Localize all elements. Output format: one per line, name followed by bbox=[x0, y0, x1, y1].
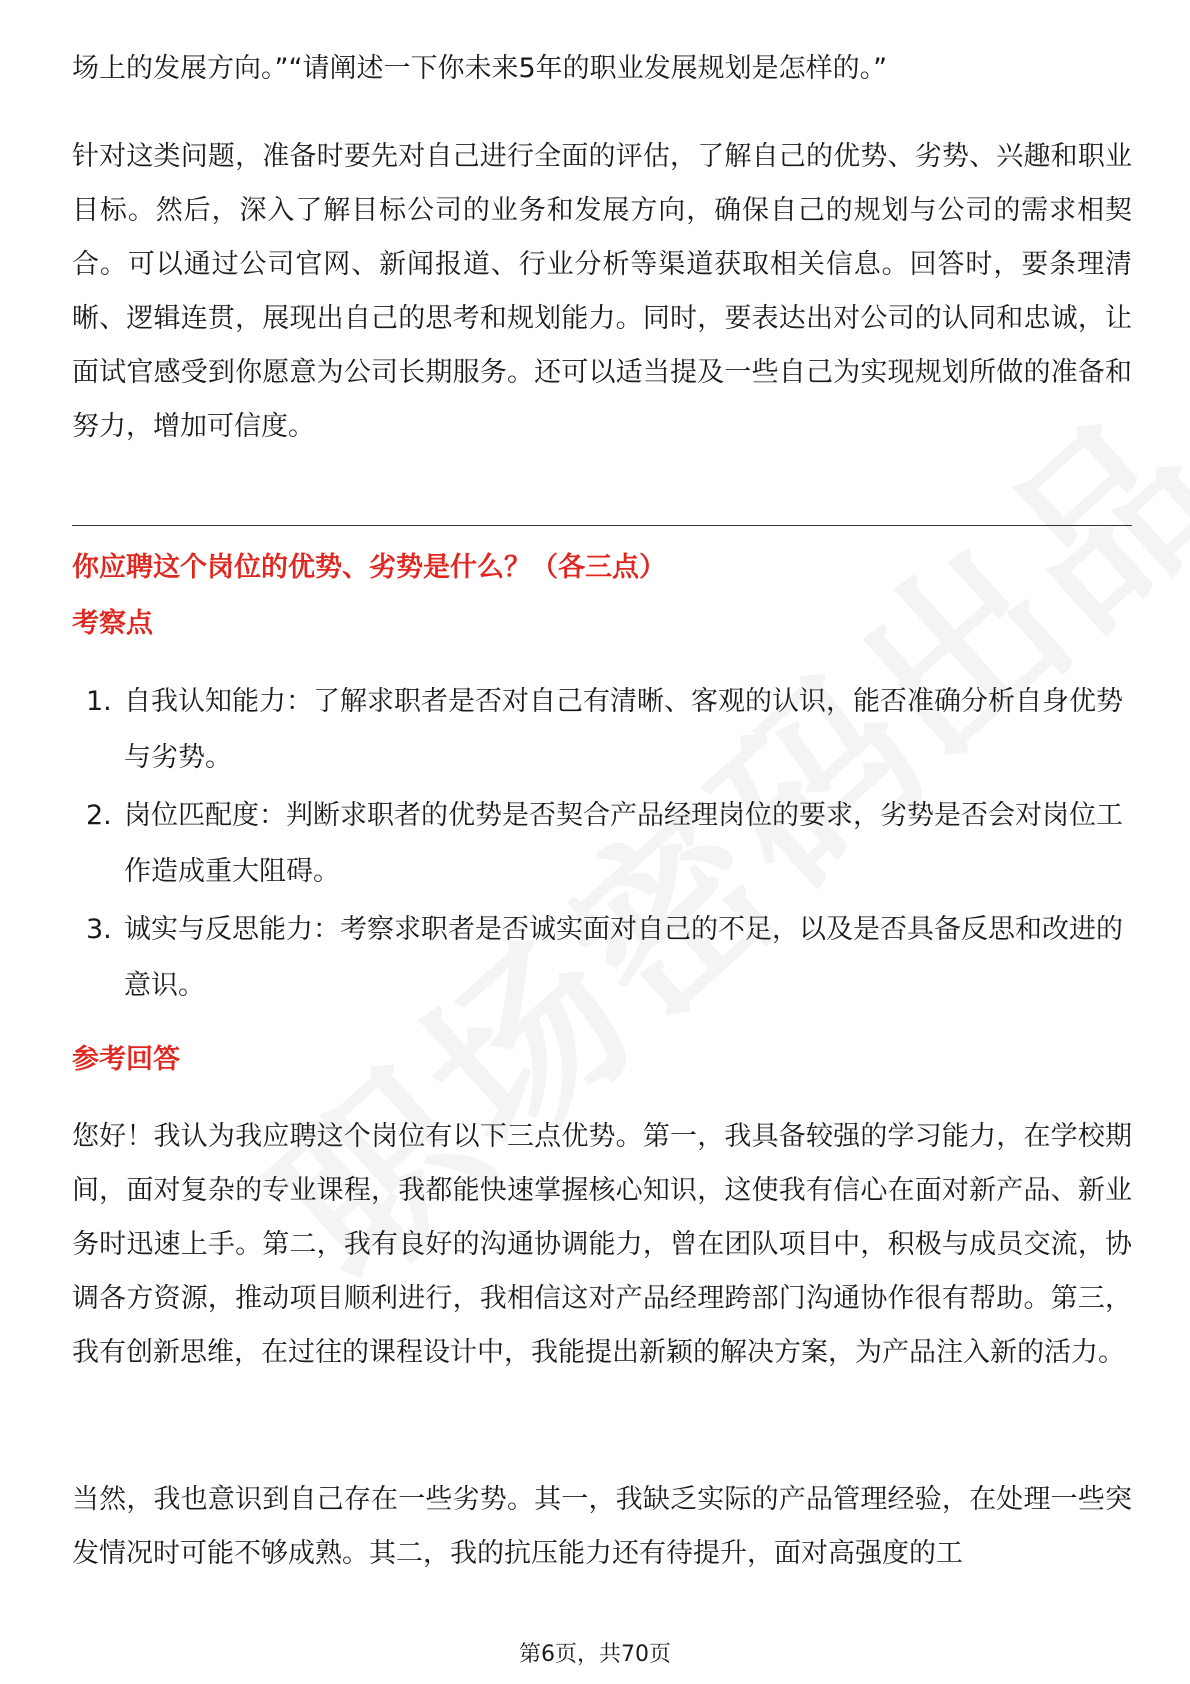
reference-answer-heading: 参考回答 bbox=[72, 1044, 180, 1075]
list-item bbox=[72, 788, 1132, 900]
list-text: 岗位匹配度：判断求职者的优势是否契合产品经理岗位的要求，劣势是否会对岗位工作造成重大阻碍。 bbox=[124, 800, 1123, 887]
list-number: 2. bbox=[86, 800, 112, 831]
answer-paragraph-2: 当然，我也意识到自己存在一些劣势。其一，我缺乏实际的产品管理经验，在处理一些突发情况时可能不够成熟。其二，我的抗压能力还有待提升，面对高强度的工 bbox=[72, 1484, 1132, 1569]
page-footer: 第6页，共70页 bbox=[519, 1642, 671, 1667]
list-number: 1. bbox=[86, 686, 112, 717]
list-text: 自我认知能力：了解求职者是否对自己有清晰、客观的认识，能否准确分析自身优势与劣势。 bbox=[124, 686, 1123, 773]
list-number: 3. bbox=[86, 914, 112, 945]
list-text: 诚实与反思能力：考察求职者是否诚实面对自己的不足，以及是否具备反思和改进的意识。 bbox=[124, 914, 1123, 1001]
list-item bbox=[72, 902, 1132, 1014]
exam-points-heading: 考察点 bbox=[72, 608, 153, 639]
preparation-paragraph: 针对这类问题，准备时要先对自己进行全面的评估，了解自己的优势、劣势、兴趣和职业目标。然后，深入了解目标公司的业务和发展方向，确保自己的规划与公司的需求相契合。可以通过公司官网、新闻报道、行业分析等渠道获取相关信息。回答时，要条理清晰、逻辑连贯，展现出自己的思考和规划能力。同时，要表达出对公司的认同和忠诚，让面试官感受到你愿意为公司长期服务。还可以适当提及一些自己为实现规划所做的准备和努力，增加可信度。 bbox=[72, 141, 1132, 442]
section-divider bbox=[72, 525, 1132, 526]
exam-points-list bbox=[72, 674, 1132, 1016]
list-item bbox=[72, 674, 1132, 786]
top-paragraph: 场上的发展方向。”“请阐述一下你未来5年的职业发展规划是怎样的。” bbox=[72, 53, 888, 84]
answer-paragraph-1: 您好！我认为我应聘这个岗位有以下三点优势。第一，我具备较强的学习能力，在学校期间，面对复杂的专业课程，我都能快速掌握核心知识，这使我有信心在面对新产品、新业务时迅速上手。第二，我有良好的沟通协调能力，曾在团队项目中，积极与成员交流，协调各方资源，推动项目顺利进行，我相信这对产品经理跨部门沟通协作很有帮助。第三，我有创新思维，在过往的课程设计中，我能提出新颖的解决方案，为产品注入新的活力。 bbox=[72, 1121, 1132, 1368]
question-heading: 你应聘这个岗位的优势、劣势是什么？（各三点） bbox=[72, 552, 666, 583]
